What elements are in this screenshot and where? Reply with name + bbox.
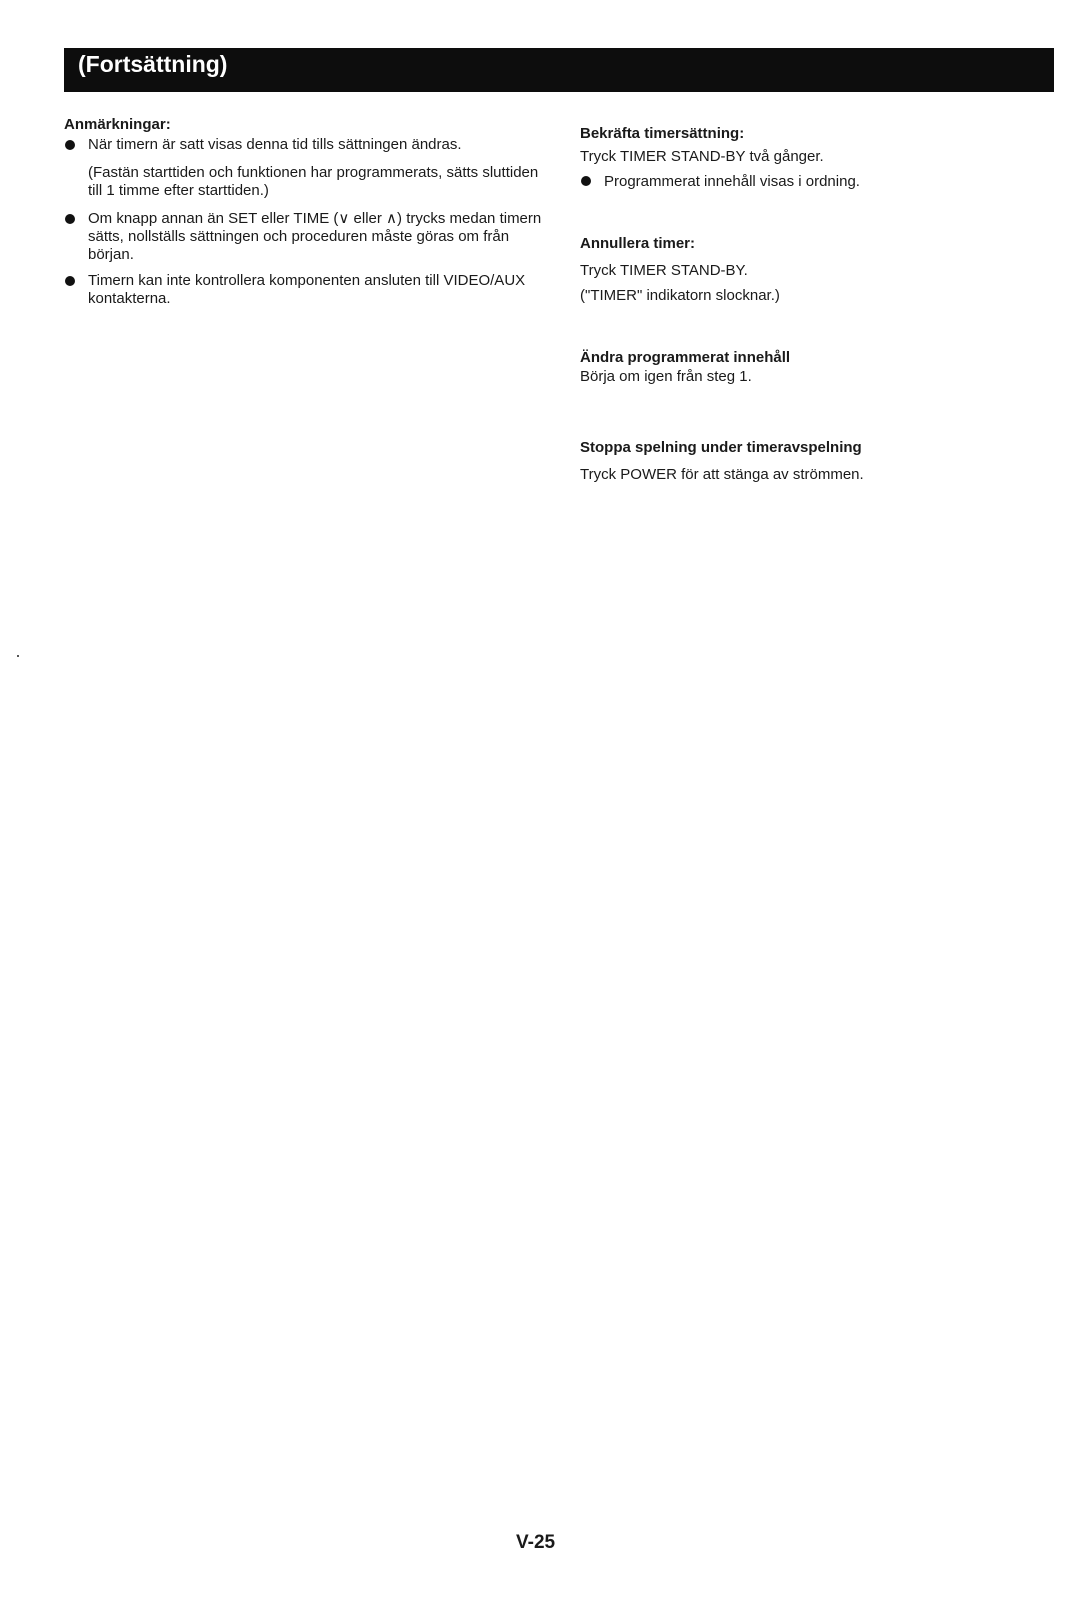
cancel-section [580, 234, 1040, 305]
confirm-section [580, 124, 1040, 191]
scan-speck [17, 655, 19, 657]
bullet-icon [65, 276, 75, 286]
bullet-icon [65, 214, 75, 224]
cancel-text: Tryck TIMER STAND-BY. [580, 262, 748, 279]
bullet-icon [581, 176, 591, 186]
page-number: V-25 [516, 1532, 556, 1553]
stop-section [580, 438, 1040, 484]
note-item [64, 210, 544, 264]
bullet-icon [65, 140, 75, 150]
notes-column [64, 116, 544, 308]
cancel-text: ("TIMER" indikatorn slocknar.) [580, 287, 780, 304]
header-title: (Fortsättning) [78, 51, 228, 77]
note-paragraph: (Fastän starttiden och funktionen har programmerats, sätts sluttiden till 1 timme efter starttiden.) [88, 164, 539, 199]
confirm-text: Tryck TIMER STAND-BY två gånger. [580, 148, 824, 165]
confirm-bullet-text: Programmerat innehåll visas i ordning. [604, 173, 860, 190]
confirm-bullet [580, 172, 1040, 191]
note-text: Om knapp annan än SET eller TIME (∨ eller ∧) trycks medan timern sätts, nollställs sättningen och proceduren måste göras om från början. [88, 210, 542, 263]
notes-heading: Anmärkningar: [64, 116, 171, 133]
note-text: När timern är satt visas denna tid tills sättningen ändras. [88, 136, 462, 153]
stop-heading: Stoppa spelning under timeravspelning [580, 439, 862, 456]
change-heading: Ändra programmerat innehåll [580, 349, 791, 366]
confirm-heading: Bekräfta timersättning: [580, 125, 745, 142]
note-text: Timern kan inte kontrollera komponenten ansluten till VIDEO/AUX kontakterna. [88, 272, 526, 307]
change-section [580, 348, 1040, 386]
change-text: Börja om igen från steg 1. [580, 368, 752, 385]
note-item [64, 272, 544, 308]
stop-text: Tryck POWER för att stänga av strömmen. [580, 466, 864, 483]
section-header [64, 48, 1054, 92]
note-item [64, 136, 544, 154]
cancel-heading: Annullera timer: [580, 235, 696, 252]
